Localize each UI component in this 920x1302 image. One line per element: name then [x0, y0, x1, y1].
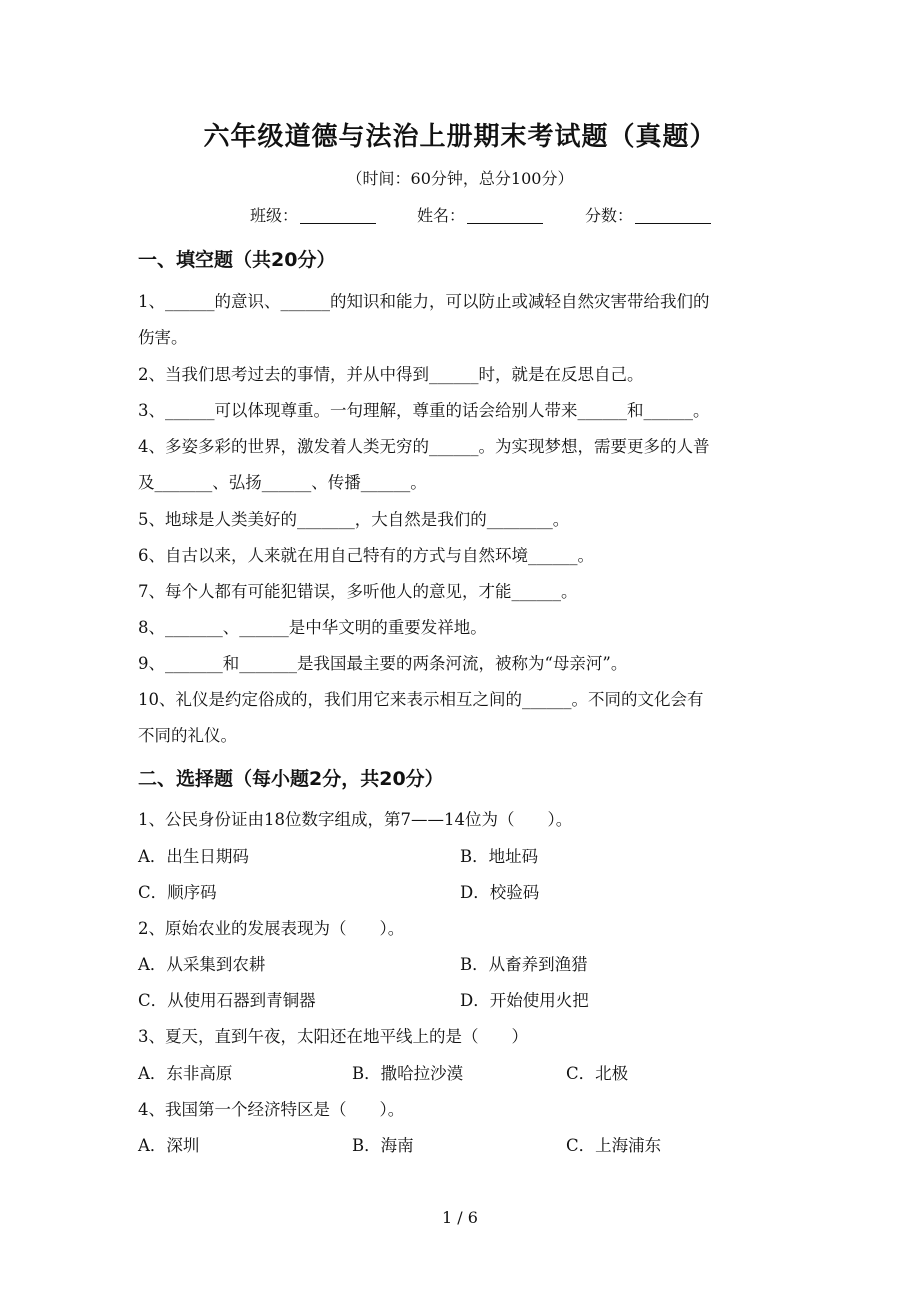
- q2-option-b: B．从畜养到渔猎: [460, 955, 588, 974]
- score-blank: [635, 207, 711, 224]
- score-field: [585, 203, 711, 226]
- q4-option-b: B．海南: [352, 1136, 414, 1155]
- fill-question-6: 6、自古以来，人来就在用自己特有的方式与自然环境______。: [138, 546, 594, 565]
- fill-question-1-cont: 伤害。: [138, 328, 188, 347]
- choice-question-3: 3、夏天，直到午夜，太阳还在地平线上的是（ ）: [138, 1027, 528, 1046]
- fill-question-8: 8、_______、______是中华文明的重要发祥地。: [138, 618, 487, 637]
- fill-question-5: 5、地球是人类美好的_______，大自然是我们的________。: [138, 510, 570, 529]
- name-blank: [467, 207, 543, 224]
- choice-question-2: 2、原始农业的发展表现为（ ）。: [138, 919, 405, 938]
- score-label: 分数：: [585, 206, 634, 225]
- name-label: 姓名：: [417, 206, 466, 225]
- fill-question-9: 9、_______和_______是我国最主要的两条河流，被称为“母亲河”。: [138, 654, 628, 673]
- fill-question-2: 2、当我们思考过去的事情，并从中得到______时，就是在反思自己。: [138, 365, 644, 384]
- q3-option-a: A．东非高原: [138, 1064, 233, 1083]
- q2-option-a: A．从采集到农耕: [138, 955, 266, 974]
- q1-option-a: A．出生日期码: [138, 847, 249, 866]
- fill-question-4: 4、多姿多彩的世界，激发着人类无穷的______。为实现梦想，需要更多的人普: [138, 437, 710, 456]
- q4-option-a: A．深圳: [138, 1136, 200, 1155]
- choice-question-1: 1、公民身份证由18位数字组成，第7——14位为（ ）。: [138, 810, 573, 829]
- q3-option-c: C．北极: [566, 1064, 629, 1083]
- class-blank: [300, 207, 376, 224]
- class-label: 班级：: [250, 206, 299, 225]
- q2-option-c: C．从使用石器到青铜器: [138, 991, 316, 1010]
- fill-question-1: 1、______的意识、______的知识和能力，可以防止或减轻自然灾害带给我们的: [138, 292, 710, 311]
- section-choice-heading: 二、选择题（每小题2分，共20分）: [138, 768, 444, 790]
- fill-question-4-cont: 及_______、弘扬______、传播______。: [138, 473, 427, 492]
- page-number: 1 / 6: [442, 1208, 478, 1227]
- class-field: [250, 203, 376, 226]
- choice-question-4: 4、我国第一个经济特区是（ ）。: [138, 1100, 405, 1119]
- fill-question-10-cont: 不同的礼仪。: [138, 726, 237, 745]
- section-fill-blank-heading: 一、填空题（共20分）: [138, 249, 336, 271]
- q1-option-c: C．顺序码: [138, 883, 217, 902]
- name-field: [417, 203, 543, 226]
- q3-option-b: B．撒哈拉沙漠: [352, 1064, 464, 1083]
- fill-question-3: 3、______可以体现尊重。一句理解，尊重的话会给别人带来______和______。: [138, 401, 710, 420]
- fill-question-10: 10、礼仪是约定俗成的，我们用它来表示相互之间的______。不同的文化会有: [138, 690, 704, 709]
- q1-option-d: D．校验码: [460, 883, 540, 902]
- exam-time-note: （时间：60分钟，总分100分）: [346, 169, 574, 188]
- q2-option-d: D．开始使用火把: [460, 991, 589, 1010]
- page-title: 六年级道德与法治上册期末考试题（真题）: [203, 122, 717, 152]
- fill-question-7: 7、每个人都有可能犯错误，多听他人的意见，才能______。: [138, 582, 578, 601]
- q4-option-c: C．上海浦东: [566, 1136, 662, 1155]
- q1-option-b: B．地址码: [460, 847, 539, 866]
